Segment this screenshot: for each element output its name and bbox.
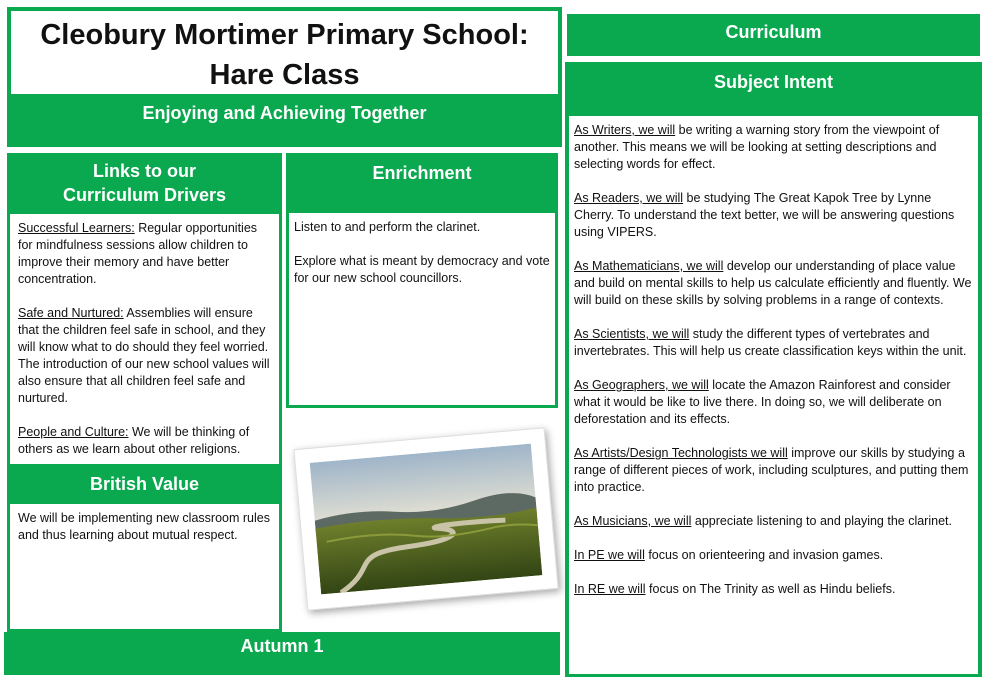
british-value-panel (7, 467, 282, 632)
rainforest-river-photo (293, 427, 558, 610)
intent-item-writers: As Writers, we will be writing a warning story from the viewpoint of another. This means we will be looking at setting descriptions and selecting words for effect. (574, 123, 940, 171)
curriculum-heading: Curriculum (567, 14, 980, 56)
enrichment-heading: Enrichment (286, 153, 558, 213)
enrichment-panel (286, 153, 558, 408)
enrichment-body (289, 213, 555, 405)
title-block (7, 7, 562, 147)
motto: Enjoying and Achieving Together (7, 101, 562, 125)
subject-intent-body (569, 116, 978, 674)
intent-item-readers: As Readers, we will be studying The Great Kapok Tree by Lynne Cherry. To understand the text better, we will be answering questions using VIPERS. (574, 191, 955, 239)
page-title (11, 15, 558, 95)
links-item-successful: Successful Learners: Regular opportunities for mindfulness sessions allow children to improve their memory and have better concentration. (18, 221, 258, 286)
links-heading-line1: Links to our (93, 161, 196, 181)
intent-item-scientists: As Scientists, we will study the different types of vertebrates and invertebrates. This will help us create classification keys within the unit. (574, 327, 967, 358)
links-panel (7, 153, 282, 467)
title-panel (11, 11, 558, 94)
intent-item-geographers: As Geographers, we will locate the Amazon Rainforest and consider what it would be like to live there. In doing so, we will deliberate on deforestation and its effects. (574, 378, 951, 426)
subject-intent-heading: Subject Intent (565, 62, 982, 116)
links-item-safe: Safe and Nurtured: Assemblies will ensure that the children feel safe in school, and they will know what to do should they feel worried. The introduction of our new school values will also ensure that all children feel safe and nurtured. (18, 306, 270, 405)
intent-item-pe: In PE we will focus on orienteering and invasion games. (574, 548, 884, 562)
links-item-people: People and Culture: We will be thinking of others as we learn about other religions. (18, 425, 250, 456)
page-title-line1: Cleobury Mortimer Primary School: (40, 19, 529, 51)
british-value-body (10, 504, 279, 629)
subject-intent-panel (565, 62, 982, 677)
links-heading-line2: Curriculum Drivers (62, 185, 227, 205)
page-title-line2: Hare Class (209, 59, 360, 91)
british-value-heading: British Value (7, 467, 282, 504)
british-value-text: We will be implementing new classroom rules and thus learning about mutual respect. (18, 511, 270, 542)
term-footer: Autumn 1 (4, 632, 560, 675)
rainforest-river-image (310, 444, 543, 595)
links-heading (7, 153, 282, 213)
intent-item-re: In RE we will focus on The Trinity as well as Hindu beliefs. (574, 582, 896, 596)
intent-item-musicians: As Musicians, we will appreciate listening to and playing the clarinet. (574, 514, 952, 528)
links-body (10, 214, 279, 464)
intent-item-artists: As Artists/Design Technologists we will improve our skills by studying a range of different pieces of work, including sculptures, and putting them into practice. (574, 446, 969, 494)
enrichment-item: Explore what is meant by democracy and vote for our new school councillors. (294, 254, 550, 285)
enrichment-item: Listen to and perform the clarinet. (294, 220, 481, 234)
intent-item-mathematicians: As Mathematicians, we will develop our understanding of place value and build on mental skills to help us calculate efficiently and fluently. We will build on these skills by solving problems in a range of contexts. (574, 259, 972, 307)
